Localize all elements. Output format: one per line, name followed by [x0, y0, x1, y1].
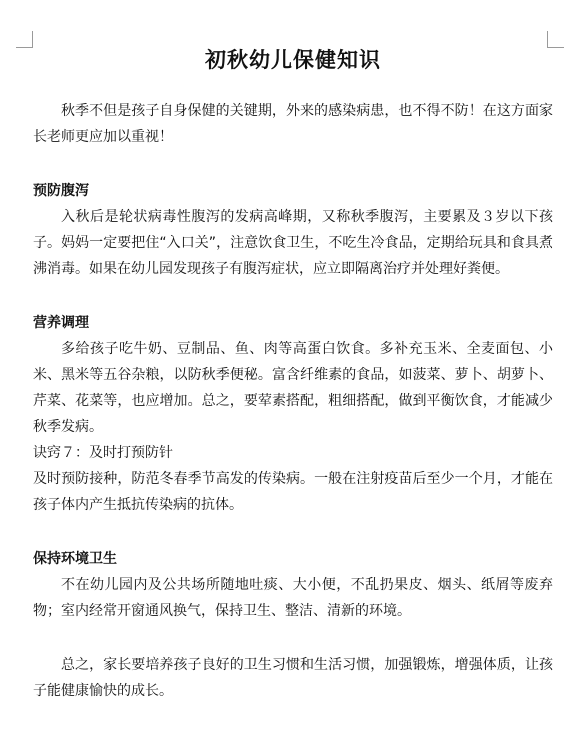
tip-paragraph: 及时预防接种，防范冬春季节高发的传染病。一般在注射疫苗后至少一个月，才能在孩子体内产生抵抗传染病的抗体。 [33, 471, 553, 513]
section-paragraph-hygiene: 不在幼儿园内及公共场所随地吐痰、大小便，不乱扔果皮、烟头、纸屑等废弃物；室内经常开窗通风换气，保持卫生、整洁、清新的环境。 [33, 577, 553, 619]
conclusion-paragraph: 总之，家长要培养孩子良好的卫生习惯和生活习惯，加强锻炼，增强体质，让孩子能健康愉快的成长。 [33, 657, 553, 699]
document-page [33, 44, 553, 704]
intro-paragraph: 秋季不但是孩子自身保健的关键期，外来的感染病患，也不得不防！在这方面家长老师更应加以重视！ [33, 103, 553, 145]
section-heading-hygiene: 保持环境卫生 [33, 551, 117, 567]
section-paragraph-diarrhea: 入秋后是轮状病毒性腹泻的发病高峰期，又称秋季腹泻，主要累及３岁以下孩子。妈妈一定要把住“入口关”，注意饮食卫生，不吃生冷食品，定期给玩具和食具煮沸消毒。如果在幼儿园发现孩子有腹泻症状，应立即隔离治疗并处理好粪便。 [33, 209, 553, 277]
tip-line: 诀窍７：及时打预防针 [33, 445, 173, 461]
document-title: 初秋幼儿保健知识 [205, 47, 381, 72]
section-heading-nutrition: 营养调理 [33, 315, 89, 331]
section-heading-diarrhea: 预防腹泻 [33, 183, 89, 199]
page-corner-mark-top-left [16, 31, 33, 48]
section-paragraph-nutrition: 多给孩子吃牛奶、豆制品、鱼、肉等高蛋白饮食。多补充玉米、全麦面包、小米、黑米等五谷杂粮，以防秋季便秘。富含纤维素的食品，如菠菜、萝卜、胡萝卜、芹菜、花菜等，也应增加。总之，要荤素搭配，粗细搭配，做到平衡饮食，才能减少秋季发病。 [33, 341, 553, 435]
